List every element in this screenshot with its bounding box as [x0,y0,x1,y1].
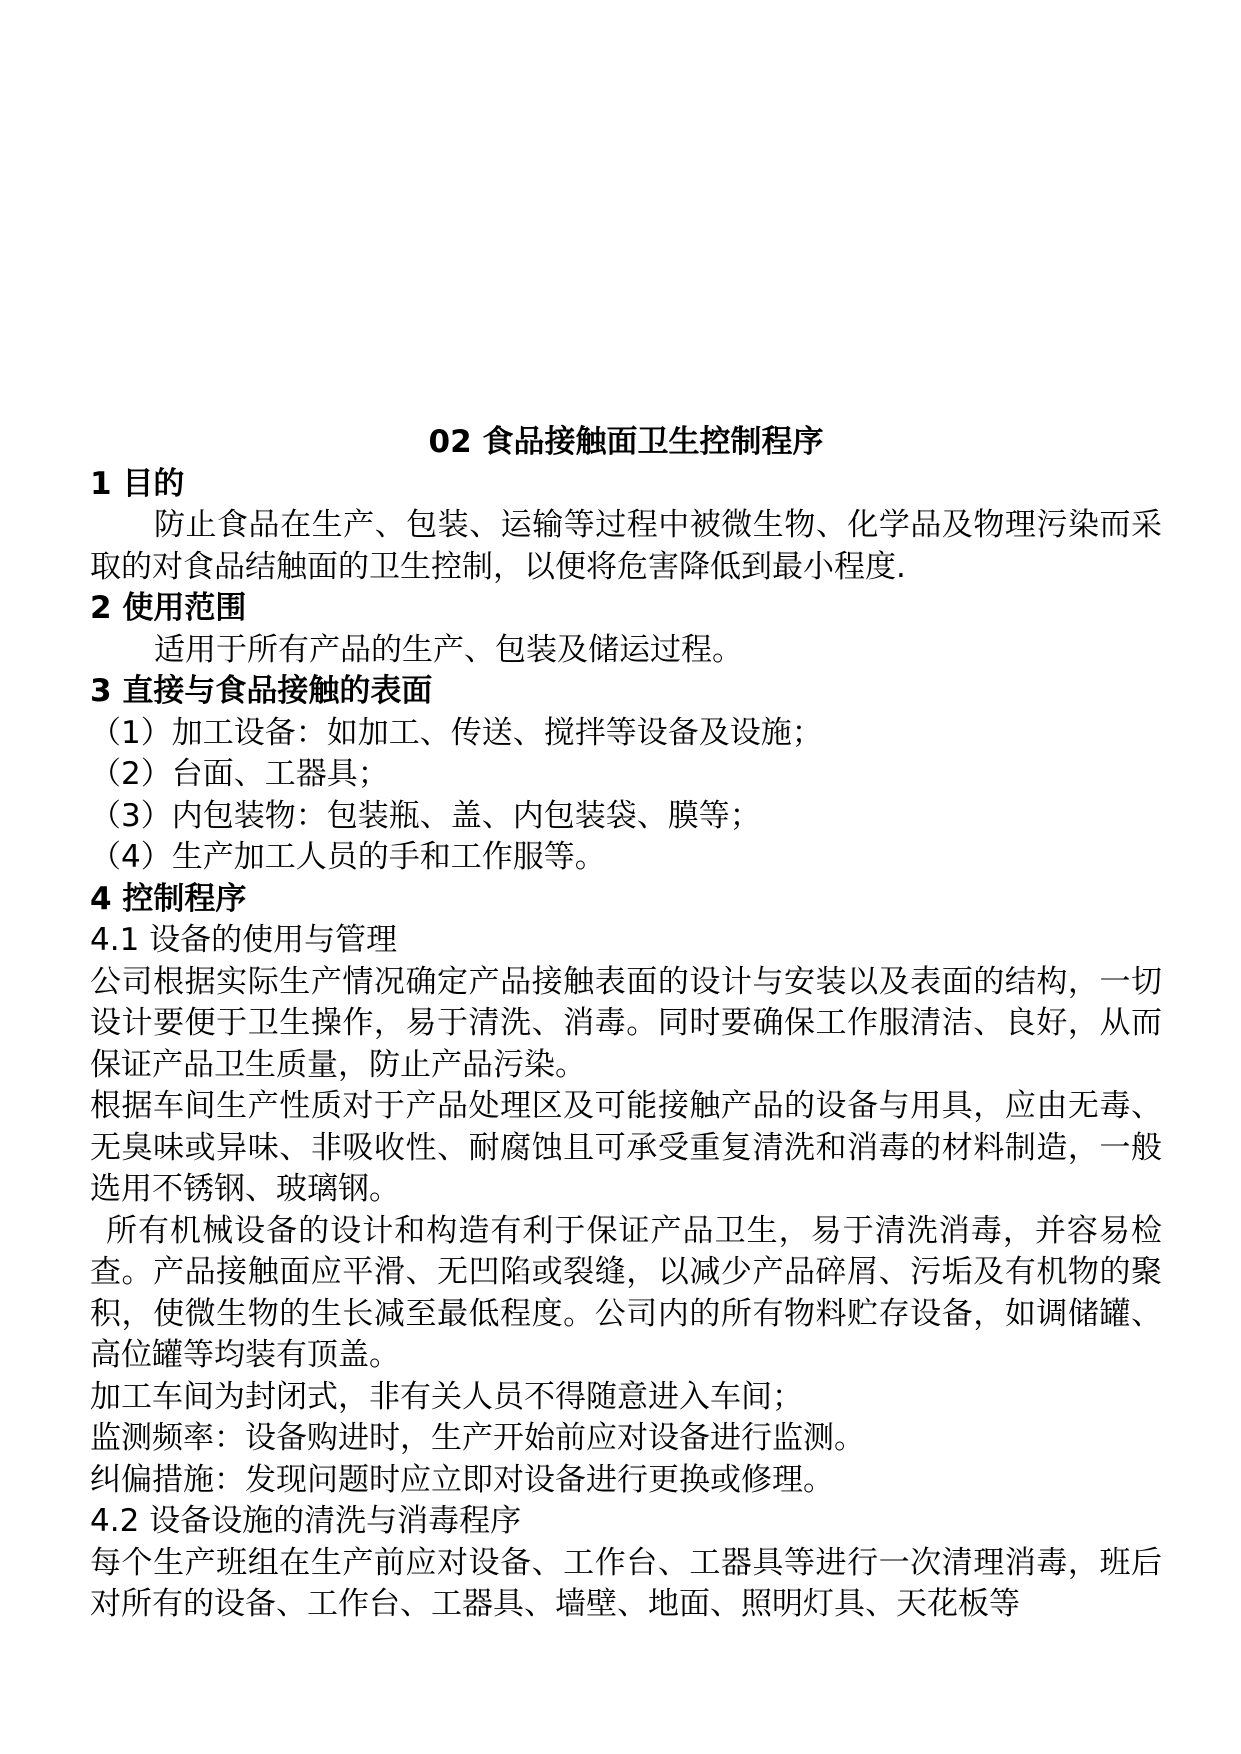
section-heading-purpose: 1 目的 [90,465,185,502]
list-item: （3）内包装物：包装瓶、盖、内包装袋、膜等； [90,797,761,834]
paragraph: 公司根据实际生产情况确定产品接触表面的设计与安装以及表面的结构，一切设计要便于卫生操作，易于清洗、消毒。同时要确保工作服清洁、良好，从而保证产品卫生质量，防止产品污染。 [90,963,1162,1083]
paragraph: 每个生产班组在生产前应对设备、工作台、工器具等进行一次清理消毒，班后对所有的设备、工作台、工器具、墙壁、地面、照明灯具、天花板等 [90,1544,1162,1622]
section-heading-contact-surfaces: 3 直接与食品接触的表面 [90,673,433,709]
section-heading-control-procedure: 4 控制程序 [90,880,247,917]
paragraph: 加工车间为封闭式，非有关人员不得随意进入车间； [90,1378,803,1415]
document-title: 02 食品接触面卫生控制程序 [428,424,824,460]
list-item: （2）台面、工器具； [90,756,389,792]
list-item: （1）加工设备：如加工、传送、搅拌等设备及设施； [90,714,823,751]
paragraph: 根据车间生产性质对于产品处理区及可能接触产品的设备与用具，应由无毒、无臭味或异味、非吸收性、耐腐蚀且可承受重复清洗和消毒的材料制造，一般选用不锈钢、玻璃钢。 [90,1088,1162,1207]
subsection-heading-equipment-management: 4.1 设备的使用与管理 [90,922,398,958]
section-body-scope: 适用于所有产品的生产、包装及储运过程。 [154,631,743,668]
paragraph: 所有机械设备的设计和构造有利于保证产品卫生，易于清洗消毒，并容易检查。产品接触面应平滑、无凹陷或裂缝，以减少产品碎屑、污垢及有机物的聚积，使微生物的生长减至最低程度。公司内的所有物料贮存设备，如调储罐、高位罐等均装有顶盖。 [90,1212,1162,1373]
paragraph: 监测频率：设备购进时，生产开始前应对设备进行监测。 [90,1420,865,1456]
subsection-heading-cleaning-disinfection: 4.2 设备设施的清洗与消毒程序 [90,1503,522,1539]
list-item: （4）生产加工人员的手和工作服等。 [90,839,606,875]
document-page [90,422,1162,1626]
section-body-purpose: 防止食品在生产、包装、运输等过程中被微生物、化学品及物理污染而采取的对食品结触面的卫生控制，以便将危害降低到最小程度. [90,507,1162,585]
section-heading-scope: 2 使用范围 [90,590,247,626]
paragraph: 纠偏措施：发现问题时应立即对设备进行更换或修理。 [90,1461,834,1498]
